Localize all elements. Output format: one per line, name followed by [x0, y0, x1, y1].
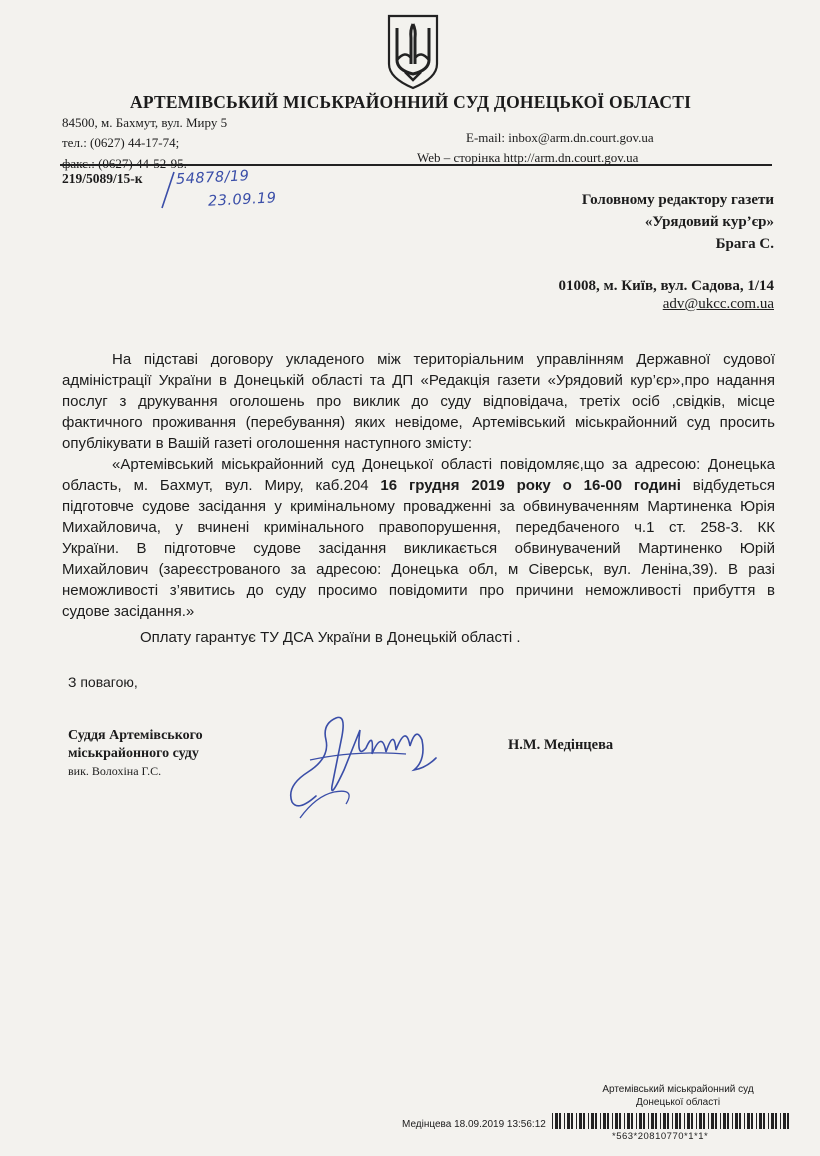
judge-title-line: міськрайонного суду [68, 746, 199, 761]
barcode-number: *563*20810770*1*1* [612, 1131, 709, 1142]
stamp-court-line: Артемівський міськрайонний суд [602, 1084, 754, 1095]
court-email: E-mail: inbox@arm.dn.court.gov.ua [466, 130, 654, 145]
judge-title [68, 727, 203, 763]
announcement-line: «Артемівський міськрайонний суд Донецької області повідомляє,що за адресою: Донецька [112, 456, 775, 473]
registry-stamp [592, 1083, 764, 1109]
recipient-name: Брага С. [715, 236, 774, 252]
announcement-text: відбудеться [680, 477, 775, 494]
body-line: опублікувати в Вашій газеті оголошення наступного змісту: [62, 435, 473, 452]
recipient-title: Головному редактору газети [581, 192, 774, 208]
signature-image [286, 700, 446, 822]
stamp-meta: Медінцева 18.09.2019 13:56:12 [402, 1119, 546, 1130]
body-line: послуг з друкування оголошень про виклик до суду відповідача, третіх осіб ,свідків, місце [62, 393, 775, 410]
body-line: На підставі договору укладеного між територіальним управлінням Державної судової [112, 351, 775, 368]
coat-of-arms-icon [385, 14, 441, 90]
announcement-line: Михайловича, у вчинені кримінального правопорушення, передбаченого ч.1 ст. 258-3. КК [62, 519, 775, 536]
case-reference: 219/5089/15-к [62, 171, 143, 186]
recipient-address: 01008, м. Київ, вул. Садова, 1/14 [558, 278, 774, 294]
body-line: фактичного проживання (перебування) яких невідоме, Артемівський міськрайонний суд просить [62, 414, 775, 431]
court-phone: тел.: (0627) 44-17-74; [62, 135, 180, 150]
court-website: Web – сторінка http://arm.dn.court.gov.ua [417, 150, 639, 165]
hearing-date: 16 грудня 2019 року о 16-00 годині [380, 477, 681, 494]
barcode-icon [552, 1113, 790, 1129]
announcement-line [62, 475, 775, 496]
letter-body [62, 349, 775, 622]
payment-guarantee: Оплату гарантує ТУ ДСА України в Донецькій області . [140, 629, 521, 646]
announcement-line: судове засідання.» [62, 603, 195, 620]
recipient-newspaper: «Урядовий кур’єр» [644, 214, 774, 230]
signer-name: Н.М. Медінцева [508, 737, 614, 753]
stamp-court-line: Донецької області [635, 1097, 721, 1108]
judge-title-line: Суддя Артемівського [68, 728, 203, 743]
court-fax: факс.: (0627) 44-52-95. [62, 156, 187, 171]
handwritten-reg-number: 54878/19 [175, 168, 250, 188]
header-divider [60, 164, 772, 166]
announcement-line: підготовче судове засідання у кримінальному провадженні за обвинуваченням Мартиненка Юрія [62, 498, 775, 515]
announcement-line: України. В підготовче судове засідання викликається обвинувачений Мартиненко Юрій [62, 540, 775, 557]
court-address: 84500, м. Бахмут, вул. Миру 5 [62, 115, 228, 130]
regards: З повагою, [68, 674, 138, 690]
recipient-email: adv@ukcc.com.ua [662, 296, 774, 312]
body-line: адміністрації України в Донецькій області та ДП «Редакція газети «Урядовий кур’єр»,про надання [62, 372, 775, 389]
court-title: АРТЕМІВСЬКИЙ МІСЬКРАЙОННИЙ СУД ДОНЕЦЬКОЇ ОБЛАСТІ [130, 92, 692, 112]
announcement-line: Михайлович (зареєстрованого за адресою: Донецька обл, м Сіверськ, вул. Леніна,39). В разі [62, 561, 775, 578]
announcement-line: неможливості з’явитись до суду просимо повідомити про причини неможливості прибуття в [62, 582, 775, 599]
announcement-address: область, м. Бахмут, вул. Миру, каб.204 [62, 477, 381, 494]
handwritten-reg-date: 23.09.19 [207, 190, 277, 210]
acting-judge: вик. Волохіна Г.С. [68, 764, 162, 778]
